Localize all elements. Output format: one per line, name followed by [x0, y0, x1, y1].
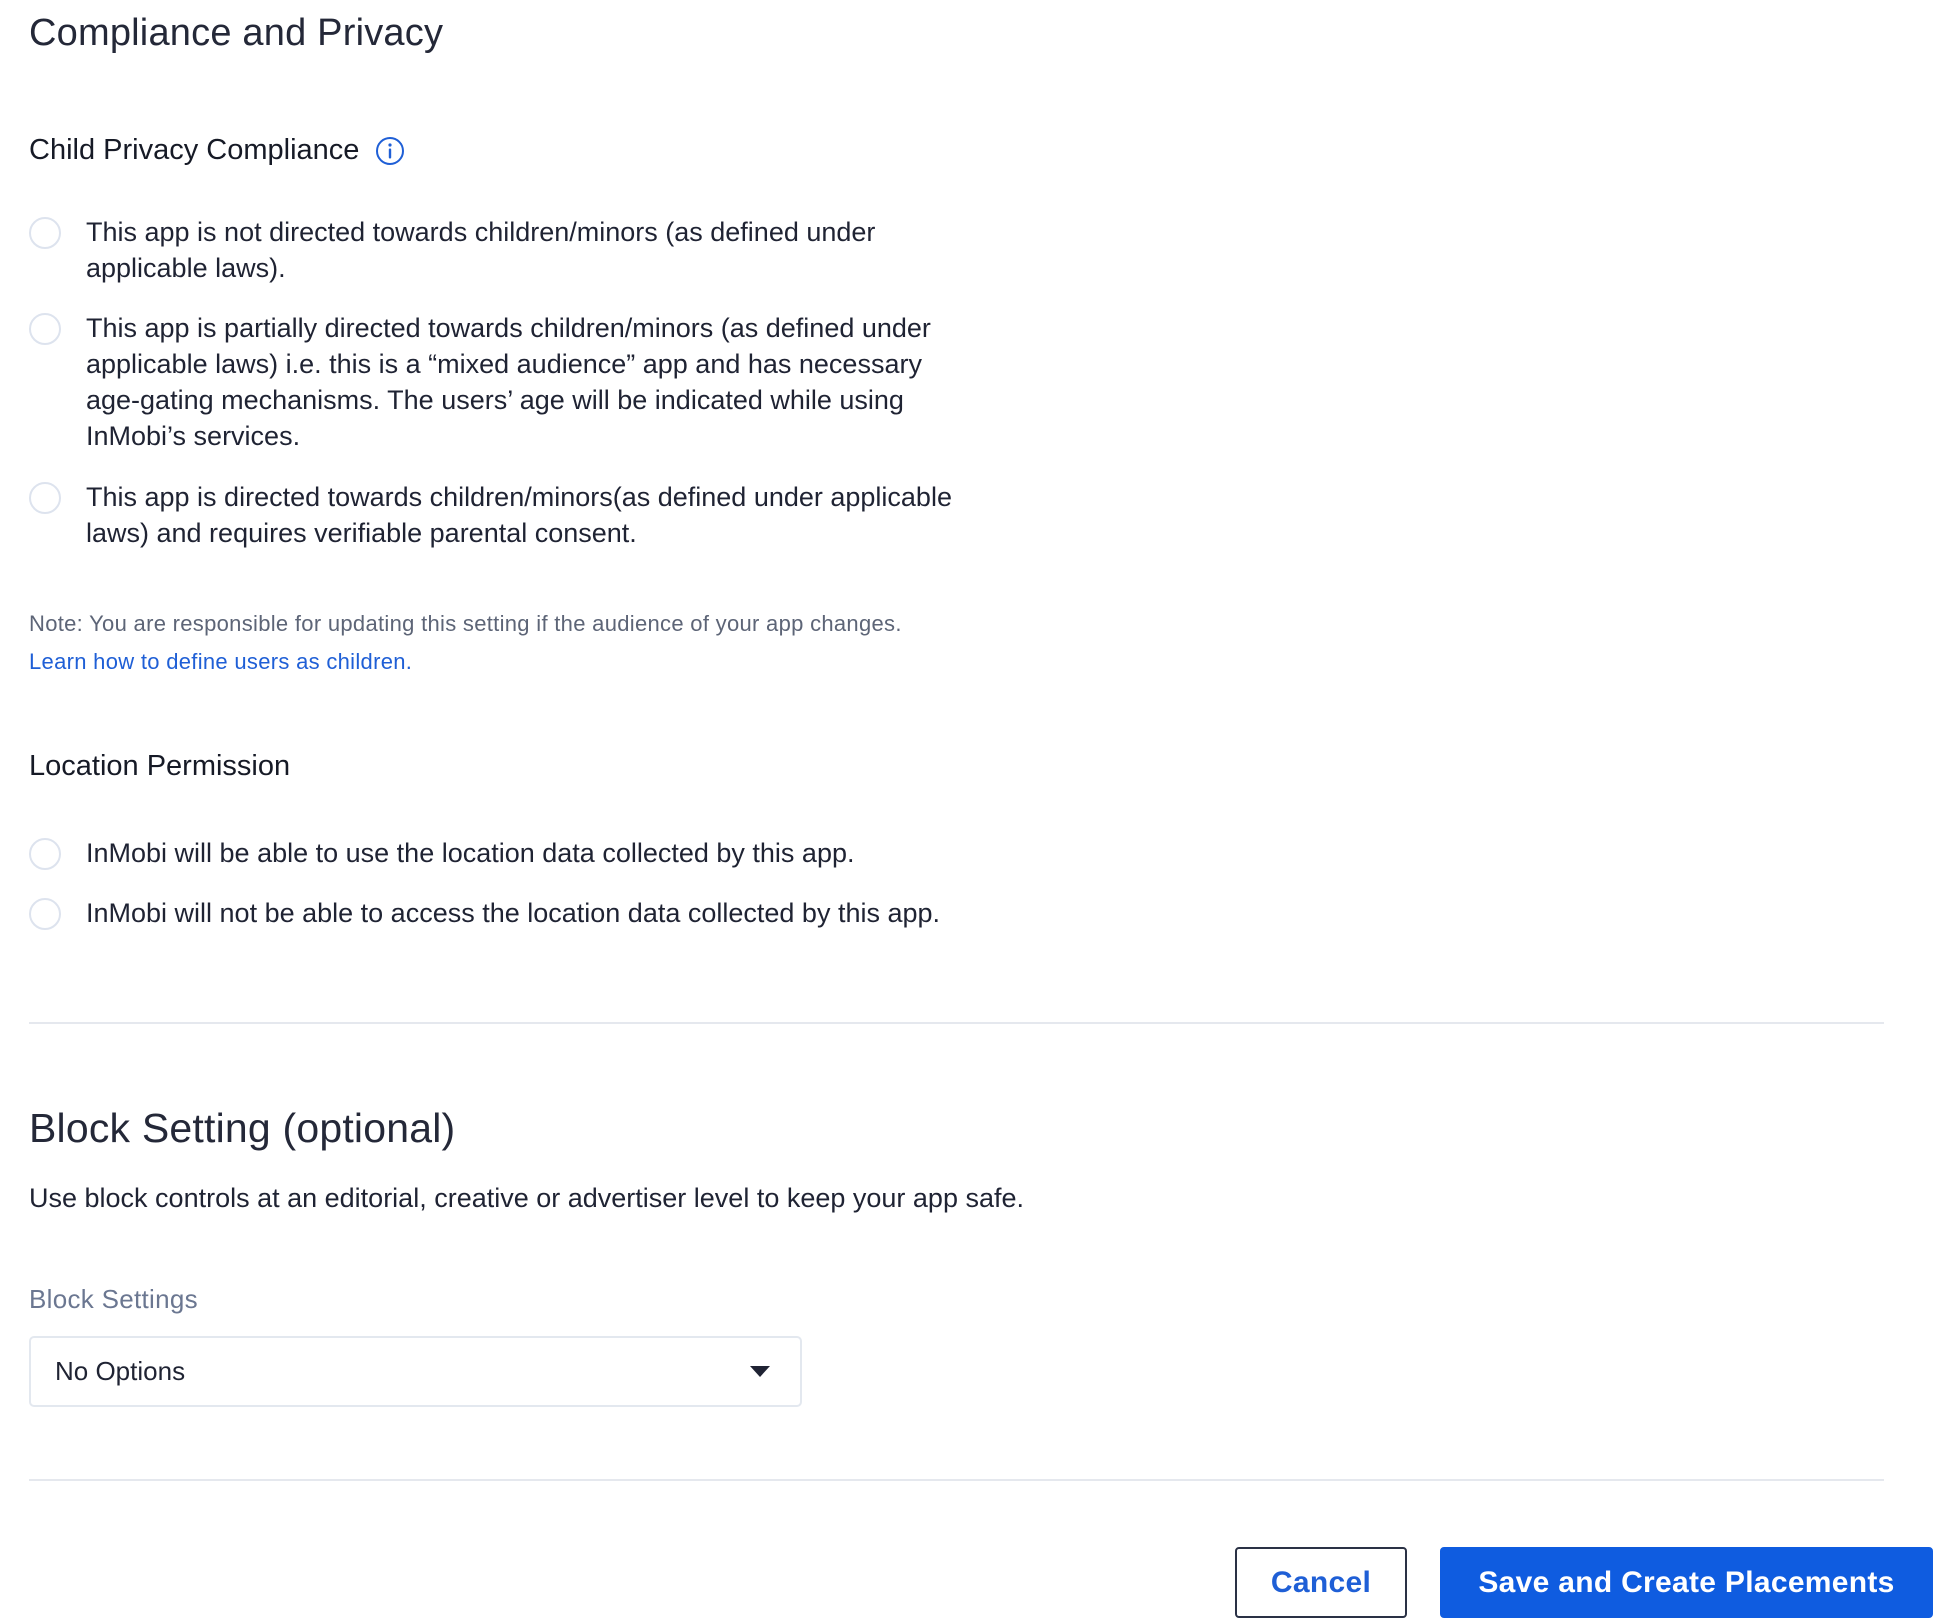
save-and-create-placements-button[interactable]: Save and Create Placements	[1440, 1547, 1933, 1618]
child-privacy-heading-text: Child Privacy Compliance	[29, 134, 360, 166]
audience-note: Note: You are responsible for updating this setting if the audience of your app changes.	[29, 611, 902, 636]
radio-label: This app is partially directed towards children/minors (as defined under applicable laws) i.e. this is a “mixed audience” app and has necessary age-gating mechanisms. The users’ age will be indicated while using InMobi’s services.	[86, 313, 931, 451]
radio-button[interactable]	[29, 898, 61, 930]
page-title: Compliance and Privacy	[29, 12, 444, 54]
info-icon[interactable]	[375, 136, 405, 166]
radio-label: InMobi will not be able to access the location data collected by this app.	[86, 898, 941, 928]
block-settings-select[interactable]	[29, 1336, 802, 1407]
child-privacy-heading	[29, 134, 405, 167]
chevron-down-icon	[750, 1366, 770, 1377]
footer-divider	[29, 1479, 1884, 1481]
radio-label: This app is directed towards children/minors(as defined under applicable laws) and requires verifiable parental consent.	[86, 482, 952, 548]
block-settings-select-value: No Options	[55, 1356, 186, 1386]
radio-button[interactable]	[29, 217, 61, 249]
cancel-button[interactable]: Cancel	[1235, 1547, 1407, 1618]
location-option-deny[interactable]	[29, 895, 1086, 931]
location-permission-heading-text: Location Permission	[29, 750, 291, 782]
radio-label: This app is not directed towards children/minors (as defined under applicable laws).	[86, 217, 876, 283]
location-permission-heading	[29, 750, 290, 783]
radio-button[interactable]	[29, 838, 61, 870]
block-setting-title: Block Setting (optional)	[29, 1105, 456, 1151]
location-option-allow[interactable]	[29, 835, 1086, 871]
section-divider	[29, 1022, 1884, 1024]
child-privacy-option-directed[interactable]	[29, 479, 966, 551]
radio-button[interactable]	[29, 313, 61, 345]
radio-label: InMobi will be able to use the location data collected by this app.	[86, 838, 855, 868]
block-setting-description: Use block controls at an editorial, creative or advertiser level to keep your app safe.	[29, 1183, 1025, 1213]
radio-button[interactable]	[29, 482, 61, 514]
child-privacy-option-partially-directed[interactable]	[29, 310, 966, 454]
block-settings-label: Block Settings	[29, 1284, 198, 1314]
child-privacy-option-not-directed[interactable]	[29, 214, 966, 286]
learn-define-children-link[interactable]: Learn how to define users as children.	[29, 649, 413, 674]
